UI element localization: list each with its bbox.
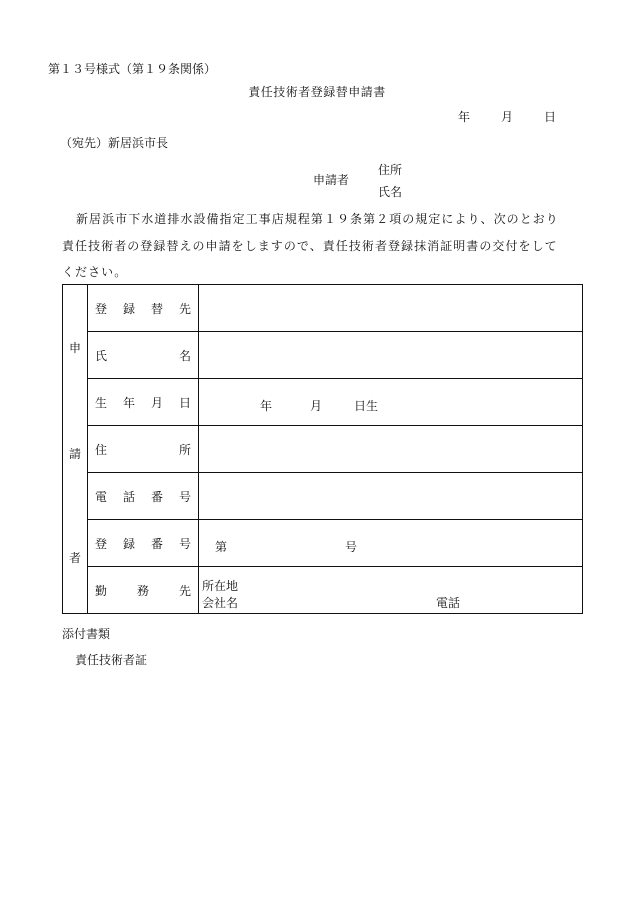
row-label-address (89, 426, 197, 473)
application-table (62, 284, 583, 614)
document-title: 責任技術者登録替申請書 (248, 85, 386, 99)
label-char: 話 (122, 490, 135, 504)
date-day: 日 (544, 110, 557, 124)
applicant-address-label: 住所 (378, 163, 403, 177)
label-char: 年 (122, 396, 135, 410)
row-label-phone-number (89, 473, 197, 520)
label-char: 号 (178, 490, 191, 504)
body-text-line-1: 新居浜市下水道排水設備指定工事店規程第１９条第２項の規定により、次のとおり (76, 212, 559, 226)
label-char: 録 (122, 302, 135, 316)
applicant-name-label: 氏名 (378, 185, 403, 199)
workplace-location-label: 所在地 (202, 579, 239, 593)
label-char: 住 (95, 443, 108, 457)
table-divider (87, 285, 88, 613)
body-text-line-2: 責任技術者の登録替えの申請をしますので、責任技術者登録抹消証明書の交付をして (62, 239, 558, 253)
date-month: 月 (501, 110, 514, 124)
label-char: 氏 (95, 349, 108, 363)
side-label-char: 者 (69, 551, 82, 565)
workplace-phone-label: 電話 (436, 596, 461, 610)
birth-month-label: 月 (310, 399, 323, 413)
table-divider (198, 285, 199, 613)
workplace-company-label: 会社名 (202, 596, 239, 610)
label-char: 録 (122, 537, 135, 551)
applicant-label: 申請者 (313, 173, 350, 187)
label-char: 登 (95, 537, 108, 551)
attachments-heading: 添付書類 (62, 627, 111, 641)
registration-number-suffix: 号 (345, 540, 358, 554)
birth-year-label: 年 (260, 399, 273, 413)
label-char: 番 (150, 490, 163, 504)
row-label-workplace (89, 567, 197, 614)
label-char: 務 (136, 584, 149, 598)
label-char: 所 (178, 443, 191, 457)
addressee: （宛先）新居浜市長 (60, 136, 169, 150)
attachment-item: 責任技術者証 (75, 653, 148, 667)
label-char: 勤 (95, 584, 108, 598)
label-char: 先 (178, 302, 191, 316)
date-year: 年 (458, 110, 471, 124)
body-text-line-3: ください。 (62, 265, 128, 279)
row-label-transfer-destination (89, 285, 197, 332)
label-char: 先 (178, 584, 191, 598)
label-char: 号 (178, 537, 191, 551)
label-char: 名 (178, 349, 191, 363)
label-char: 番 (150, 537, 163, 551)
label-char: 生 (95, 396, 108, 410)
label-char: 登 (95, 302, 108, 316)
row-label-registration-number (89, 520, 197, 567)
date-line (458, 111, 556, 123)
label-char: 月 (150, 396, 163, 410)
registration-number-prefix: 第 (215, 540, 228, 554)
form-number: 第１３号様式（第１９条関係） (48, 62, 217, 76)
label-char: 電 (95, 490, 108, 504)
row-label-name (89, 332, 197, 379)
label-char: 替 (150, 302, 163, 316)
birth-day-label: 日生 (354, 399, 379, 413)
side-label-char: 請 (69, 447, 82, 461)
side-label-char: 申 (69, 341, 82, 355)
row-label-birthdate (89, 379, 197, 426)
label-char: 日 (178, 396, 191, 410)
